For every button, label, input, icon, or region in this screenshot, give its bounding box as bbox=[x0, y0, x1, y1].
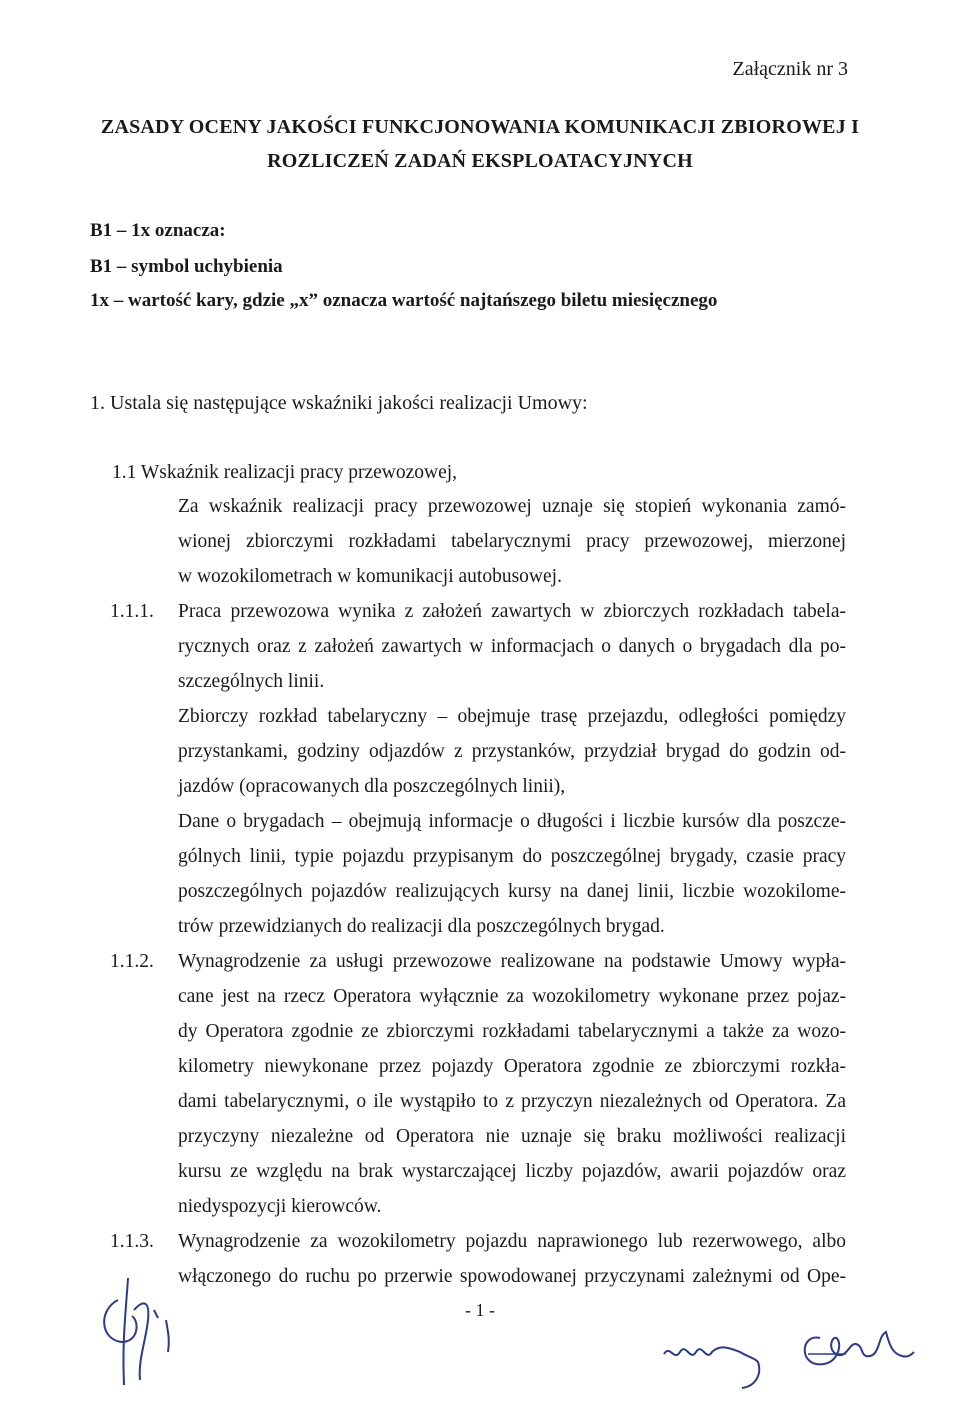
document-title-line-2: ROZLICZEŃ ZADAŃ EKSPLOATACYJNYCH bbox=[267, 150, 693, 172]
paragraph-line: przystankami, godziny odjazdów z przystanków, przydział brygad do godzin od- bbox=[178, 741, 846, 762]
paragraph-line: Za wskaźnik realizacji pracy przewozowej uznaje się stopień wykonania zamó- bbox=[178, 496, 846, 517]
section-1-1-1-number: 1.1.1. bbox=[110, 601, 154, 622]
paragraph-line: poszczególnych pojazdów realizujących kursy na danej linii, liczbie wozokilome- bbox=[178, 881, 846, 902]
legend-line-2: B1 – symbol uchybienia bbox=[90, 256, 283, 277]
paragraph-line: trów przewidzianych do realizacji dla poszczególnych brygad. bbox=[178, 916, 665, 937]
paragraph-line: niedyspozycji kierowców. bbox=[178, 1196, 382, 1217]
legend-line-1: B1 – 1x oznacza: bbox=[90, 220, 226, 241]
paragraph-line: szczególnych linii. bbox=[178, 671, 325, 692]
paragraph-line: Wynagrodzenie za wozokilometry pojazdu naprawionego lub rezerwowego, albo bbox=[178, 1231, 846, 1252]
legend-line-3: 1x – wartość kary, gdzie „x” oznacza wartość najtańszego biletu miesięcznego bbox=[90, 290, 718, 311]
paragraph-line: jazdów (opracowanych dla poszczególnych linii), bbox=[178, 776, 566, 797]
paragraph-line: w wozokilometrach w komunikacji autobusowej. bbox=[178, 566, 562, 587]
signature-middle bbox=[660, 1322, 780, 1392]
document-title-line-1: ZASADY OCENY JAKOŚCI FUNKCJONOWANIA KOMUNIKACJI ZBIOROWEJ I bbox=[100, 116, 860, 138]
section-1-1-2-number: 1.1.2. bbox=[110, 951, 154, 972]
paragraph-line: włączonego do ruchu po przerwie spowodowanej przyczynami zależnymi od Ope- bbox=[178, 1266, 846, 1287]
paragraph-line: Dane o brygadach – obejmują informacje o długości i liczbie kursów dla poszcze- bbox=[178, 811, 846, 832]
paragraph-line: kilometry niewykonane przez pojazdy Operatora zgodnie ze zbiorczymi rozkła- bbox=[178, 1056, 846, 1077]
attachment-label: Załącznik nr 3 bbox=[732, 58, 848, 80]
paragraph-line: gólnych linii, typie pojazdu przypisanym do poszczególnej brygady, czasie pracy bbox=[178, 846, 846, 867]
section-1-1-3-number: 1.1.3. bbox=[110, 1231, 154, 1252]
section-1-1-heading: 1.1 Wskaźnik realizacji pracy przewozowej, bbox=[112, 462, 458, 483]
paragraph-line: wionej zbiorczymi rozkładami tabelarycznymi pracy przewozowej, mierzonej bbox=[178, 531, 846, 552]
signature-initials-left bbox=[88, 1270, 198, 1400]
section-1-heading: 1. Ustala się następujące wskaźniki jakości realizacji Umowy: bbox=[90, 392, 588, 414]
paragraph-line: Praca przewozowa wynika z założeń zawartych w zbiorczych rozkładach tabela- bbox=[178, 601, 846, 622]
paragraph-line: rycznych oraz z założeń zawartych w informacjach o danych o brygadach dla po- bbox=[178, 636, 846, 657]
paragraph-line: kursu ze względu na brak wystarczającej liczby pojazdów, awarii pojazdów oraz bbox=[178, 1161, 846, 1182]
paragraph-line: Zbiorczy rozkład tabelaryczny – obejmuje trasę przejazdu, odległości pomiędzy bbox=[178, 706, 846, 727]
paragraph-line: Wynagrodzenie za usługi przewozowe realizowane na podstawie Umowy wypła- bbox=[178, 951, 846, 972]
page-number: - 1 - bbox=[465, 1300, 495, 1320]
paragraph-line: dami tabelarycznymi, o ile wystąpiło to z przyczyn niezależnych od Operatora. Za bbox=[178, 1091, 846, 1112]
paragraph-line: cane jest na rzecz Operatora wyłącznie za wozokilometry wykonane przez pojaz- bbox=[178, 986, 846, 1007]
signature-right bbox=[790, 1318, 920, 1378]
paragraph-line: przyczyny niezależne od Operatora nie uznaje się braku możliwości realizacji bbox=[178, 1126, 846, 1147]
paragraph-line: dy Operatora zgodnie ze zbiorczymi rozkładami tabelarycznymi a także za wozo- bbox=[178, 1021, 846, 1042]
